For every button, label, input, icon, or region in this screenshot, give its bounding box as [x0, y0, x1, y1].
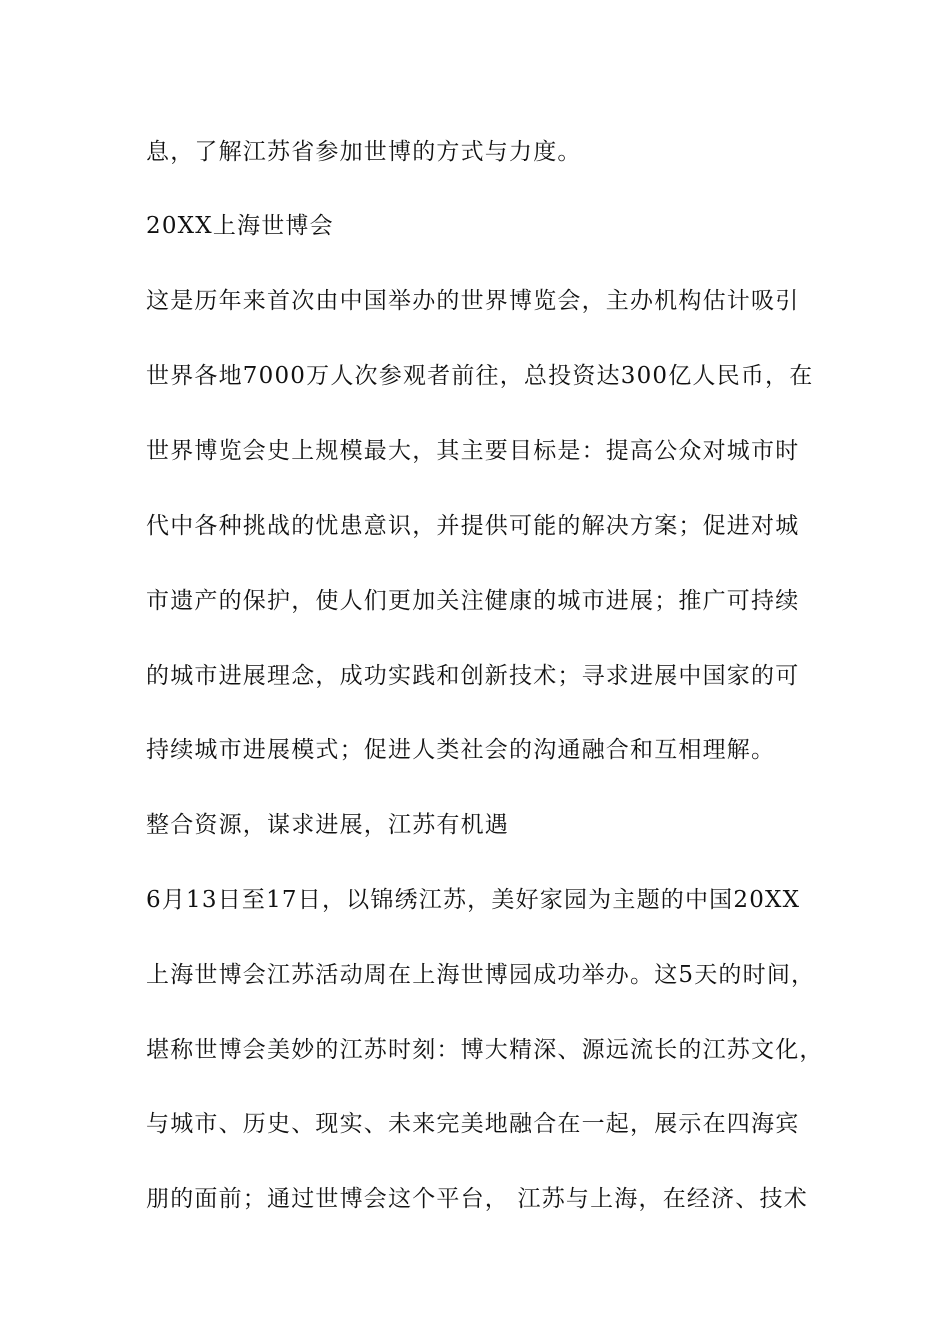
- section-heading: 20XX上海世博会: [146, 213, 334, 239]
- text-line: 的城市进展理念，成功实践和创新技术；寻求进展中国家的可: [146, 663, 800, 689]
- text-line: 世界各地7000万人次参观者前往，总投资达300亿人民币，在: [146, 363, 814, 389]
- text-line: 市遗产的保护，使人们更加关注健康的城市进展；推广可持续: [146, 588, 800, 614]
- text-line: 6月13日至17日，以锦绣江苏，美好家园为主题的中国20XX: [146, 887, 801, 913]
- text-line: 这是历年来首次由中国举办的世界博览会，主办机构估计吸引: [146, 288, 800, 314]
- text-line: 息，了解江苏省参加世博的方式与力度。: [146, 139, 582, 165]
- text-line: 持续城市进展模式；促进人类社会的沟通融合和互相理解。: [146, 737, 776, 763]
- text-line: 代中各种挑战的忧患意识，并提供可能的解决方案；促进对城: [146, 513, 800, 539]
- text-line: 世界博览会史上规模最大，其主要目标是：提高公众对城市时: [146, 438, 800, 464]
- text-line: 堪称世博会美妙的江苏时刻：博大精深、源远流长的江苏文化，: [146, 1037, 824, 1063]
- text-line: 上海世博会江苏活动周在上海世博园成功举办。这5天的时间，: [146, 962, 816, 988]
- section-heading: 整合资源，谋求进展，江苏有机遇: [146, 812, 509, 838]
- text-line: 与城市、历史、现实、未来完美地融合在一起，展示在四海宾: [146, 1111, 800, 1137]
- text-line: 朋的面前；通过世博会这个平台， 江苏与上海，在经济、技术: [146, 1186, 808, 1212]
